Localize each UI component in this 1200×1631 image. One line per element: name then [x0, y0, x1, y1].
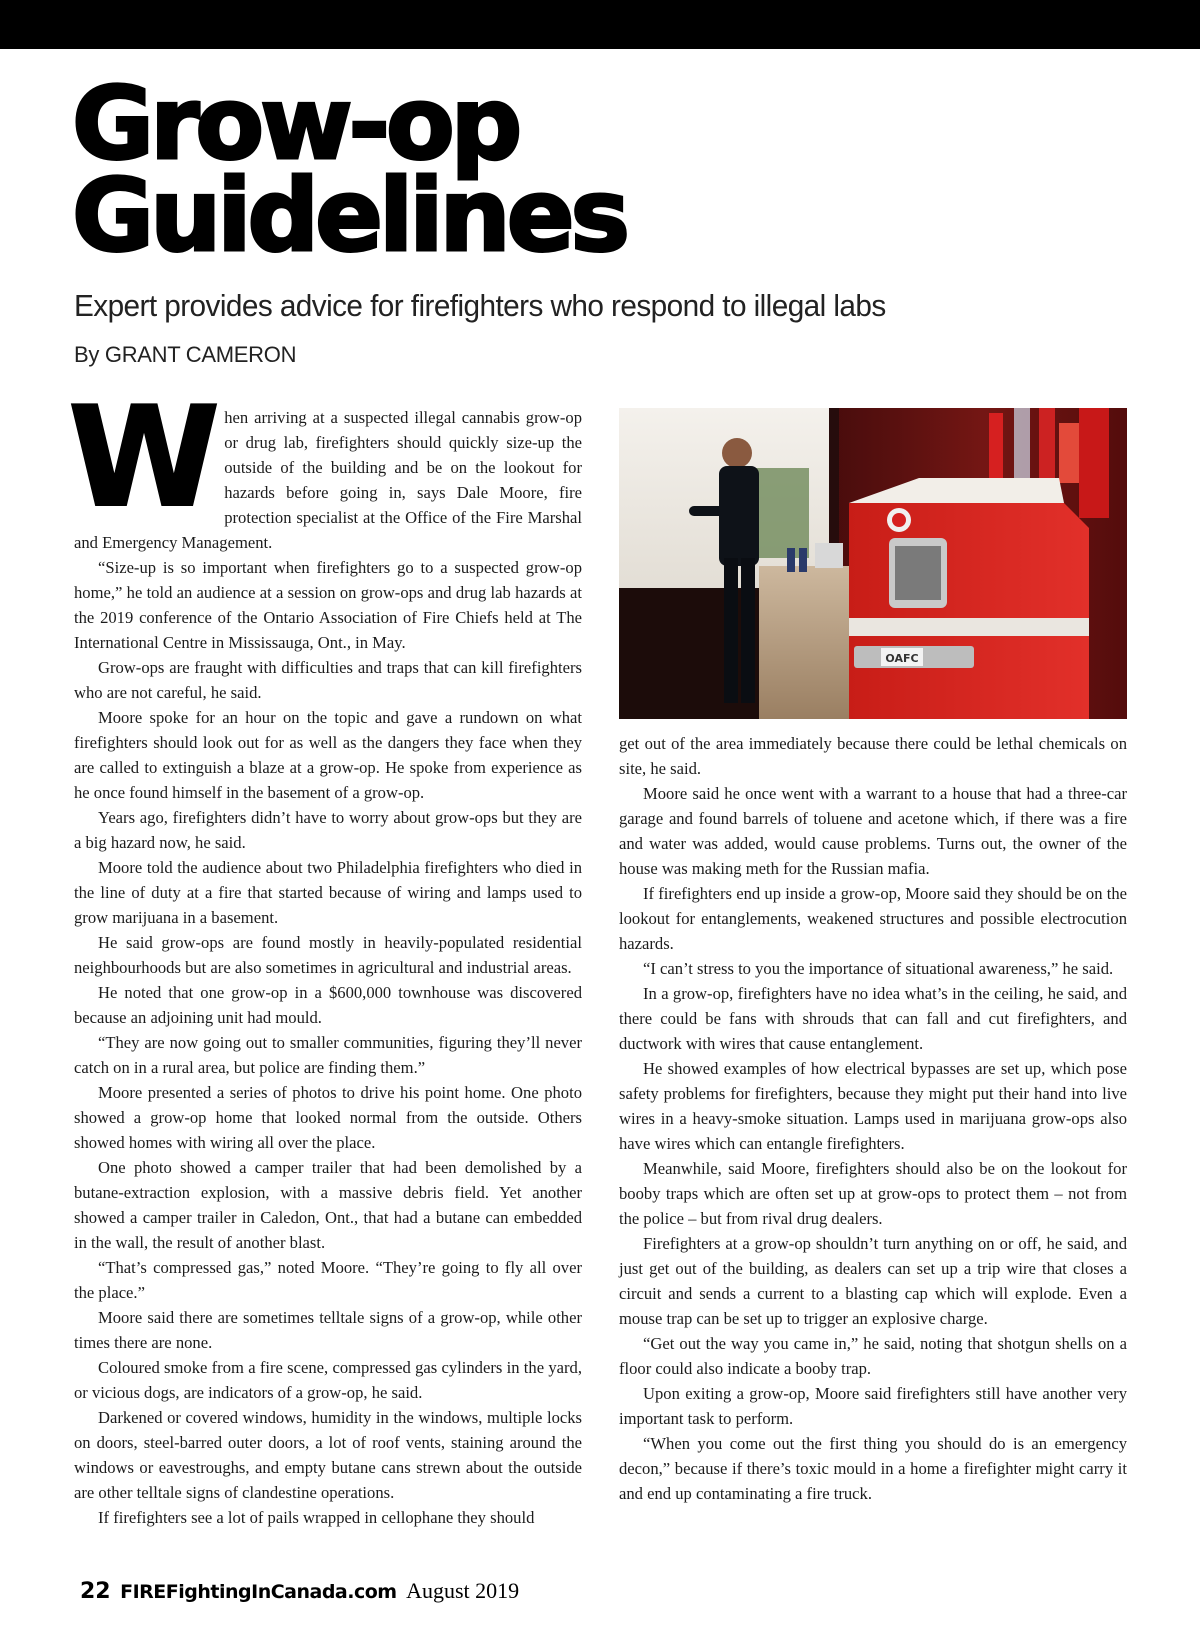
headline-line-2: Guidelines	[72, 157, 627, 274]
podium-label: OAFC	[885, 652, 919, 665]
article-paragraph: He showed examples of how electrical bypasses are set up, which pose safety problems for firefighters, because they might put their hand into live wires in a heavy-smoke situation. Lamps used in marijuana grow-ops also have wires which can entangle firefighters.	[619, 1059, 1127, 1153]
article-paragraph: He noted that one grow-op in a $600,000 townhouse was discovered because an adjoining unit had mould.	[74, 983, 582, 1027]
article-paragraph: He said grow-ops are found mostly in heavily-populated residential neighbourhoods but are also sometimes in agricultural and industrial areas.	[74, 933, 582, 977]
article-paragraph: Darkened or covered windows, humidity in the windows, multiple locks on doors, steel-barred outer doors, a lot of roof vents, staining around the windows or eavestroughs, and empty butane cans strewn about the outside are other telltale signs of clandestine operations.	[74, 1408, 582, 1502]
page-footer	[80, 1578, 519, 1604]
article-paragraph: “I can’t stress to you the importance of situational awareness,” he said.	[643, 959, 1114, 978]
article-paragraph: “Get out the way you came in,” he said, noting that shotgun shells on a floor could also indicate a booby trap.	[619, 1334, 1127, 1378]
article-paragraph: Grow-ops are fraught with difficulties and traps that can kill firefighters who are not careful, he said.	[74, 658, 582, 702]
article-paragraph: Moore presented a series of photos to drive his point home. One photo showed a grow-op home that looked normal from the outside. Others showed homes with wiring all over the place.	[74, 1083, 582, 1152]
article-paragraph: Firefighters at a grow-op shouldn’t turn anything on or off, he said, and just get out of the building, as dealers can set up a trip wire that closes a circuit and sends a current to a blasting cap which will explode. Even a mouse trap can be set up to trigger an explosive charge.	[619, 1234, 1127, 1328]
headline-line-1: Grow-op	[72, 65, 519, 182]
article-paragraph: When arriving at a suspected illegal cannabis grow-op or drug lab, firefighters should quickly size-up the outside of the building and be on the lookout for hazards before going in, says Dale Moore, fire protection specialist at the Office of the Fire Marshal and Emergency Management.	[68, 377, 582, 552]
photo-of-speaker-at-podium	[619, 408, 1127, 719]
article-paragraph: If firefighters see a lot of pails wrapped in cellophane they should	[98, 1508, 535, 1527]
article-paragraph: Moore said he once went with a warrant to a house that had a three-car garage and found barrels of toluene and acetone which, if there was a fire and water was added, would cause problems. Turns out, the owner of the house was making meth for the Russian mafia.	[619, 784, 1127, 878]
article-paragraph: Upon exiting a grow-op, Moore said firefighters still have another very important task to perform.	[619, 1384, 1127, 1428]
article-column-left	[68, 377, 582, 1530]
article-paragraph: Years ago, firefighters didn’t have to worry about grow-ops but they are a big hazard now, he said.	[74, 808, 582, 852]
article-paragraph: Moore spoke for an hour on the topic and gave a rundown on what firefighters should look out for as well as the dangers they face when they are called to extinguish a blaze at a grow-op. He spoke from experience as he once found himself in the basement of a grow-op.	[74, 708, 582, 802]
article-paragraph: “When you come out the first thing you should do is an emergency decon,” because if there’s toxic mould in a home a firefighter might carry it and end up contaminating a fire truck.	[619, 1434, 1127, 1503]
article-paragraph: In a grow-op, firefighters have no idea what’s in the ceiling, he said, and there could be fans with shrouds that can fall and cut firefighters, and ductwork with wires that cause entanglement.	[619, 984, 1127, 1053]
article-photo	[619, 408, 1127, 719]
article-paragraph: Coloured smoke from a fire scene, compressed gas cylinders in the yard, or vicious dogs, are indicators of a grow-op, he said.	[74, 1358, 582, 1402]
deck-subtitle: Expert provides advice for firefighters who respond to illegal labs	[74, 288, 886, 323]
issue-date: August 2019	[406, 1578, 520, 1603]
article-paragraph: “Size-up is so important when firefighters go to a suspected grow-op home,” he told an audience at a session on grow-ops and drug lab hazards at the 2019 conference of the Ontario Association of Fire Chiefs held at The International Centre in Mississauga, Ont., in May.	[74, 558, 582, 652]
page-number: 22	[80, 1579, 111, 1604]
headline	[72, 65, 772, 274]
article-paragraph: One photo showed a camper trailer that had been demolished by a butane-extraction explosion, with a massive debris field. Yet another showed a camper trailer in Caledon, Ont., that had a butane can embedded in the wall, the result of another blast.	[74, 1158, 582, 1252]
article-paragraph: Moore said there are sometimes telltale signs of a grow-op, while other times there are none.	[74, 1308, 582, 1352]
top-black-bar	[0, 0, 1200, 49]
article-paragraph: If firefighters end up inside a grow-op, Moore said they should be on the lookout for entanglements, weakened structures and possible electrocution hazards.	[619, 884, 1127, 953]
drop-cap: W	[68, 377, 215, 538]
article-paragraph: Meanwhile, said Moore, firefighters should also be on the lookout for booby traps which are often set up at grow-ops to protect them – not from the police – but from rival drug dealers.	[619, 1159, 1127, 1228]
byline: By GRANT CAMERON	[74, 342, 297, 367]
article-paragraph: Moore told the audience about two Philadelphia firefighters who died in the line of duty at a fire that started because of wiring and lamps used to grow marijuana in a basement.	[74, 858, 582, 927]
article-column-right	[619, 731, 1127, 1506]
article-paragraph: “That’s compressed gas,” noted Moore. “They’re going to fly all over the place.”	[74, 1258, 582, 1302]
article-paragraph: get out of the area immediately because there could be lethal chemicals on site, he said.	[619, 734, 1127, 778]
site-name: FIREFightingInCanada.com	[120, 1581, 397, 1603]
article-paragraph: “They are now going out to smaller communities, figuring they’ll never catch on in a rural area, but police are finding them.”	[74, 1033, 582, 1077]
